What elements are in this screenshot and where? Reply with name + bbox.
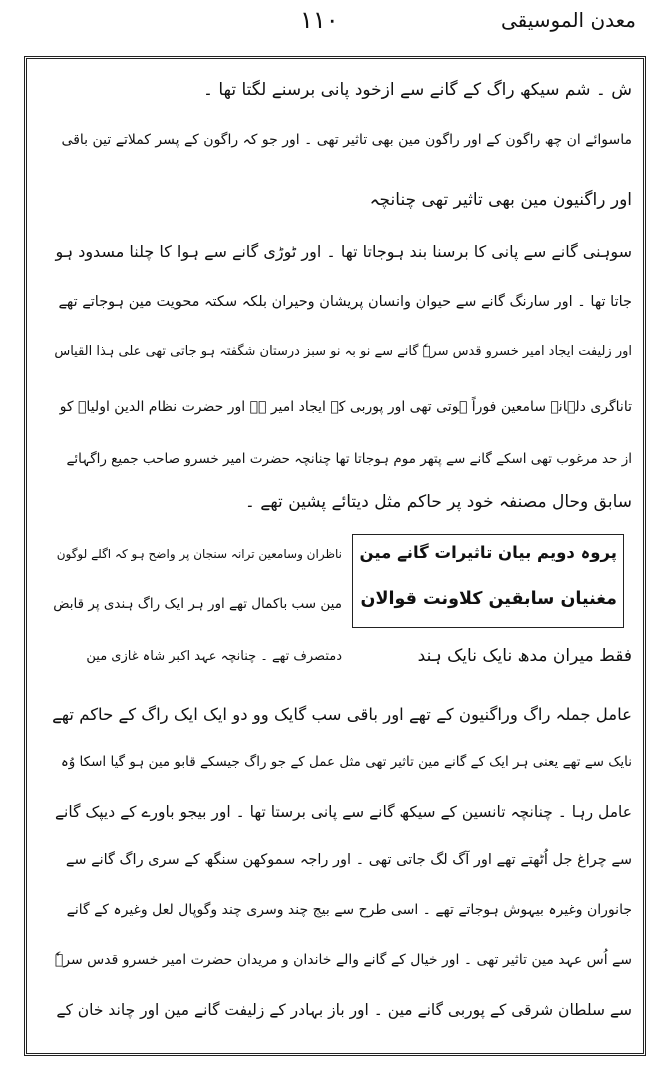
text-line: عامل رہا ۔ چنانچہ تانسین کے سیکھ گانے سے پانی برستا تھا ۔ اور بیجو باورے کے دیپک گانے bbox=[54, 803, 632, 821]
text-line: دمتصرف تھے ۔ چنانچہ عہد اکبر شاہ غازی مین bbox=[86, 649, 342, 664]
text-line: جاتا تھا ۔ اور سارنگ گانے سے حیوان وانسان پریشان وحیران بلکہ سکتہ محویت مین ہوجاتے تھے bbox=[58, 294, 632, 310]
text-line: اور راگنیون مین بھی تاثیر تھی چنانچہ bbox=[369, 190, 632, 210]
text-line: سے اُس عہد مین تاثیر تھی ۔ اور خیال کے گانے والے خاندان و مریدان حضرت امیر خسرو قدس سرہٗ bbox=[54, 952, 632, 968]
text-line: عامل جملہ راگ وراگنیون کے تھے اور باقی سب گایک وو دو ایک ایک راگ کے حاکم تھے bbox=[52, 705, 632, 724]
section-heading-line-1: پروہ دویم بیان تاثیرات گانے مین bbox=[359, 543, 617, 562]
book-title: معدن الموسیقی bbox=[500, 8, 636, 32]
side-text-line: ناظران وسامعین ترانہ سنجان پر واضح ہو کہ اگلے لوگون bbox=[56, 547, 342, 561]
text-line: اور زلیفت ایجاد امیر خسرو قدس سرہٗ گانے سے نو بہ نو سبز درستان شگفتہ ہو جاتی تھی علی ہذا القیاس bbox=[54, 344, 632, 359]
text-line: سوہنی گانے سے پانی کا برسنا بند ہوجاتا تھا ۔ اور ٹوڑی گانے سے ہوا کا چلنا مسدود ہو bbox=[55, 242, 632, 261]
section-heading-box bbox=[352, 534, 624, 628]
text-line: تاناگری دلہانے سامعین فوراً ہوتی تھی اور پوربی کہ ایجاد امیر ہے اور حضرت نظام الدین اولیاؒ کو bbox=[59, 399, 632, 415]
text-line: جانوران وغیرہ بیہوش ہوجاتے تھے ۔ اسی طرح سے بیج چند وسری چند وگوپال لعل وغیرہ کے گانے bbox=[66, 902, 632, 918]
text-line: سے سلطان شرقی کے پوربی گانے مین ۔ اور باز بہادر کے زلیفت گانے مین اور چاند خان کے bbox=[56, 1001, 632, 1019]
section-heading-line-2: مغنیان سابقین کلاونت قوالان bbox=[360, 589, 617, 609]
text-line: نایک سے تھے یعنی ہر ایک کے گانے مین تاثیر تھی مثل عمل کے جو راگ جیسکے قابو مین ہو گیا اسکا وُہ bbox=[60, 754, 632, 770]
text-line: ش ۔ شم سیکھ راگ کے گانے سے ازخود پانی برسنے لگتا تھا ۔ bbox=[202, 80, 632, 100]
running-head bbox=[0, 6, 672, 36]
gap-phrase: فقط میران مدھ نایک نایک ہند bbox=[417, 646, 632, 666]
page-number: ۱۱۰ bbox=[300, 6, 339, 34]
text-line: سابق وحال مصنفہ خود پر حاکم مثل دیتائے پشین تھے ۔ bbox=[244, 492, 632, 512]
text-line: از حد مرغوب تھی اسکے گانے سے پتھر موم ہوجاتا تھا چنانچہ حضرت امیر خسرو صاحب جمیع راگہائے bbox=[66, 451, 632, 467]
side-text-line: مین سب باکمال تھے اور ہر ایک راگ ہندی پر قابض bbox=[53, 596, 342, 612]
text-line: ماسوائے ان چھ راگون کے اور راگون مین بھی تاثیر تھی ۔ اور جو کہ راگون کے پسر کملاتے تین باقی bbox=[61, 132, 632, 148]
text-line: سے چراغ جل اُٹھتے تھے اور آگ لگ جاتی تھی ۔ اور راجہ سموکھن سنگھ کے سری راگ گانے سے bbox=[65, 852, 632, 868]
